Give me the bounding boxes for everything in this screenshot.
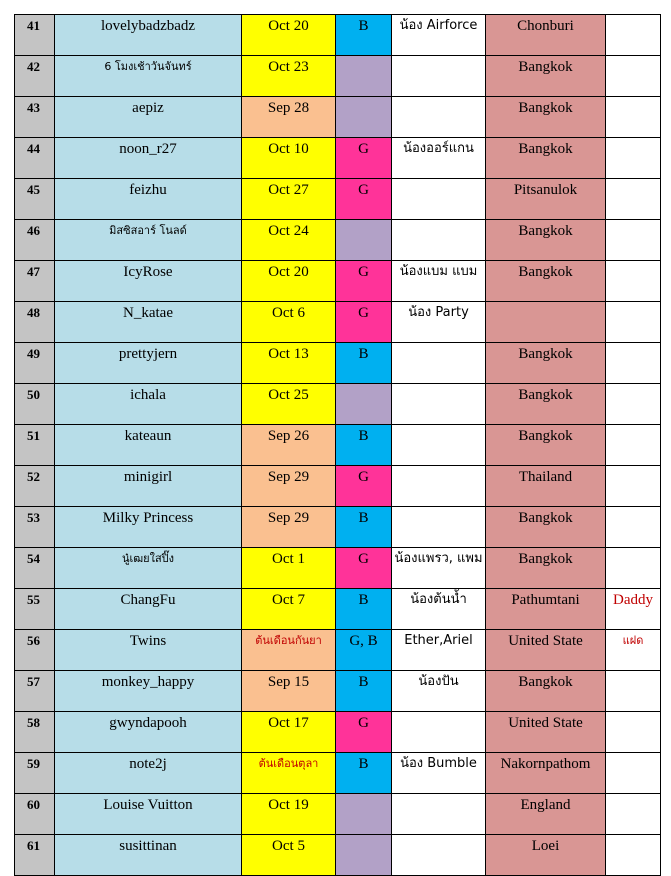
nickname-cell: น้องแพรว, แพม xyxy=(392,548,486,589)
city-cell: Bangkok xyxy=(486,671,606,712)
city-cell: Bangkok xyxy=(486,507,606,548)
note-cell xyxy=(606,507,661,548)
note-cell: Daddy xyxy=(606,589,661,630)
username-cell: ichala xyxy=(55,384,242,425)
note-cell xyxy=(606,384,661,425)
username-cell: 6 โมงเช้าวันจันทร์ xyxy=(55,56,242,97)
birth-date-cell: Oct 5 xyxy=(242,835,336,876)
birth-date-cell: Oct 7 xyxy=(242,589,336,630)
table-row xyxy=(15,179,661,220)
row-number-cell: 59 xyxy=(15,753,55,794)
nickname-cell xyxy=(392,466,486,507)
nickname-cell xyxy=(392,56,486,97)
nickname-cell xyxy=(392,507,486,548)
member-table-body xyxy=(15,15,661,876)
gender-cell: B xyxy=(336,589,392,630)
birth-date-cell: Oct 24 xyxy=(242,220,336,261)
city-cell: Nakornpathom xyxy=(486,753,606,794)
city-cell: Bangkok xyxy=(486,138,606,179)
username-cell: prettyjern xyxy=(55,343,242,384)
city-cell: Bangkok xyxy=(486,261,606,302)
username-cell: feizhu xyxy=(55,179,242,220)
row-number-cell: 47 xyxy=(15,261,55,302)
table-row xyxy=(15,712,661,753)
gender-cell: B xyxy=(336,15,392,56)
city-cell: Bangkok xyxy=(486,220,606,261)
nickname-cell xyxy=(392,343,486,384)
table-row xyxy=(15,97,661,138)
table-row xyxy=(15,630,661,671)
birth-date-cell: Oct 10 xyxy=(242,138,336,179)
city-cell xyxy=(486,302,606,343)
row-number-cell: 50 xyxy=(15,384,55,425)
row-number-cell: 55 xyxy=(15,589,55,630)
gender-cell: G xyxy=(336,548,392,589)
city-cell: Chonburi xyxy=(486,15,606,56)
username-cell: มิสซิสอาร์ โนลด์ xyxy=(55,220,242,261)
note-cell xyxy=(606,261,661,302)
birth-date-cell: ต้นเดือนตุลา xyxy=(242,753,336,794)
table-row xyxy=(15,548,661,589)
city-cell: Pitsanulok xyxy=(486,179,606,220)
gender-cell: B xyxy=(336,343,392,384)
city-cell: United State xyxy=(486,630,606,671)
username-cell: Louise Vuitton xyxy=(55,794,242,835)
username-cell: aepiz xyxy=(55,97,242,138)
gender-cell: G xyxy=(336,179,392,220)
username-cell: Twins xyxy=(55,630,242,671)
nickname-cell xyxy=(392,179,486,220)
note-cell xyxy=(606,138,661,179)
row-number-cell: 45 xyxy=(15,179,55,220)
table-row xyxy=(15,794,661,835)
city-cell: Bangkok xyxy=(486,384,606,425)
table-row xyxy=(15,466,661,507)
row-number-cell: 46 xyxy=(15,220,55,261)
birth-date-cell: Sep 26 xyxy=(242,425,336,466)
table-row xyxy=(15,507,661,548)
nickname-cell xyxy=(392,97,486,138)
row-number-cell: 43 xyxy=(15,97,55,138)
table-row xyxy=(15,261,661,302)
birth-date-cell: Sep 28 xyxy=(242,97,336,138)
table-row xyxy=(15,56,661,97)
nickname-cell: น้องปัน xyxy=(392,671,486,712)
username-cell: ChangFu xyxy=(55,589,242,630)
row-number-cell: 58 xyxy=(15,712,55,753)
city-cell: Bangkok xyxy=(486,343,606,384)
birth-date-cell: Sep 15 xyxy=(242,671,336,712)
nickname-cell: น้อง Bumble xyxy=(392,753,486,794)
note-cell xyxy=(606,343,661,384)
nickname-cell xyxy=(392,794,486,835)
row-number-cell: 56 xyxy=(15,630,55,671)
username-cell: kateaun xyxy=(55,425,242,466)
birth-date-cell: Oct 6 xyxy=(242,302,336,343)
city-cell: United State xyxy=(486,712,606,753)
nickname-cell xyxy=(392,835,486,876)
nickname-cell: น้องแบม แบม xyxy=(392,261,486,302)
note-cell xyxy=(606,179,661,220)
table-row xyxy=(15,753,661,794)
table-row xyxy=(15,425,661,466)
table-row xyxy=(15,15,661,56)
gender-cell: B xyxy=(336,753,392,794)
table-row xyxy=(15,343,661,384)
gender-cell: G, B xyxy=(336,630,392,671)
gender-cell xyxy=(336,794,392,835)
row-number-cell: 42 xyxy=(15,56,55,97)
birth-date-cell: Oct 1 xyxy=(242,548,336,589)
table-row xyxy=(15,302,661,343)
note-cell xyxy=(606,56,661,97)
city-cell: Bangkok xyxy=(486,97,606,138)
note-cell: แฝด xyxy=(606,630,661,671)
username-cell: note2j xyxy=(55,753,242,794)
member-table xyxy=(14,14,661,876)
note-cell xyxy=(606,97,661,138)
row-number-cell: 54 xyxy=(15,548,55,589)
city-cell: Bangkok xyxy=(486,56,606,97)
row-number-cell: 53 xyxy=(15,507,55,548)
username-cell: Milky Princess xyxy=(55,507,242,548)
birth-date-cell: Oct 20 xyxy=(242,261,336,302)
city-cell: Thailand xyxy=(486,466,606,507)
row-number-cell: 57 xyxy=(15,671,55,712)
birth-date-cell: Oct 19 xyxy=(242,794,336,835)
nickname-cell: น้องออร์แกน xyxy=(392,138,486,179)
birth-date-cell: ต้นเดือนกันยา xyxy=(242,630,336,671)
gender-cell xyxy=(336,835,392,876)
birth-date-cell: Oct 25 xyxy=(242,384,336,425)
note-cell xyxy=(606,548,661,589)
gender-cell xyxy=(336,220,392,261)
city-cell: Loei xyxy=(486,835,606,876)
row-number-cell: 51 xyxy=(15,425,55,466)
note-cell xyxy=(606,425,661,466)
row-number-cell: 41 xyxy=(15,15,55,56)
birth-date-cell: Oct 23 xyxy=(242,56,336,97)
city-cell: Bangkok xyxy=(486,548,606,589)
nickname-cell xyxy=(392,220,486,261)
table-row xyxy=(15,671,661,712)
row-number-cell: 44 xyxy=(15,138,55,179)
username-cell: IcyRose xyxy=(55,261,242,302)
gender-cell: B xyxy=(336,425,392,466)
birth-date-cell: Oct 27 xyxy=(242,179,336,220)
note-cell xyxy=(606,835,661,876)
gender-cell: G xyxy=(336,302,392,343)
nickname-cell: Ether,Ariel xyxy=(392,630,486,671)
birth-date-cell: Sep 29 xyxy=(242,466,336,507)
note-cell xyxy=(606,671,661,712)
gender-cell: G xyxy=(336,138,392,179)
city-cell: Bangkok xyxy=(486,425,606,466)
gender-cell xyxy=(336,56,392,97)
birth-date-cell: Oct 20 xyxy=(242,15,336,56)
gender-cell xyxy=(336,384,392,425)
city-cell: England xyxy=(486,794,606,835)
username-cell: lovelybadzbadz xyxy=(55,15,242,56)
note-cell xyxy=(606,302,661,343)
table-row xyxy=(15,589,661,630)
username-cell: susittinan xyxy=(55,835,242,876)
nickname-cell: น้อง Airforce xyxy=(392,15,486,56)
nickname-cell xyxy=(392,384,486,425)
table-row xyxy=(15,138,661,179)
gender-cell: G xyxy=(336,466,392,507)
gender-cell: G xyxy=(336,712,392,753)
gender-cell: B xyxy=(336,507,392,548)
username-cell: N_katae xyxy=(55,302,242,343)
table-row xyxy=(15,220,661,261)
username-cell: gwyndapooh xyxy=(55,712,242,753)
row-number-cell: 49 xyxy=(15,343,55,384)
nickname-cell: น้องต้นน้ำ xyxy=(392,589,486,630)
note-cell xyxy=(606,220,661,261)
birth-date-cell: Oct 17 xyxy=(242,712,336,753)
note-cell xyxy=(606,15,661,56)
note-cell xyxy=(606,794,661,835)
row-number-cell: 61 xyxy=(15,835,55,876)
username-cell: noon_r27 xyxy=(55,138,242,179)
city-cell: Pathumtani xyxy=(486,589,606,630)
row-number-cell: 60 xyxy=(15,794,55,835)
gender-cell: G xyxy=(336,261,392,302)
nickname-cell xyxy=(392,712,486,753)
table-row xyxy=(15,384,661,425)
birth-date-cell: Sep 29 xyxy=(242,507,336,548)
username-cell: minigirl xyxy=(55,466,242,507)
gender-cell: B xyxy=(336,671,392,712)
nickname-cell xyxy=(392,425,486,466)
nickname-cell: น้อง Party xyxy=(392,302,486,343)
note-cell xyxy=(606,466,661,507)
gender-cell xyxy=(336,97,392,138)
birth-date-cell: Oct 13 xyxy=(242,343,336,384)
username-cell: นู๋เฒยใสปิ๊ง xyxy=(55,548,242,589)
row-number-cell: 48 xyxy=(15,302,55,343)
row-number-cell: 52 xyxy=(15,466,55,507)
username-cell: monkey_happy xyxy=(55,671,242,712)
table-row xyxy=(15,835,661,876)
note-cell xyxy=(606,753,661,794)
note-cell xyxy=(606,712,661,753)
